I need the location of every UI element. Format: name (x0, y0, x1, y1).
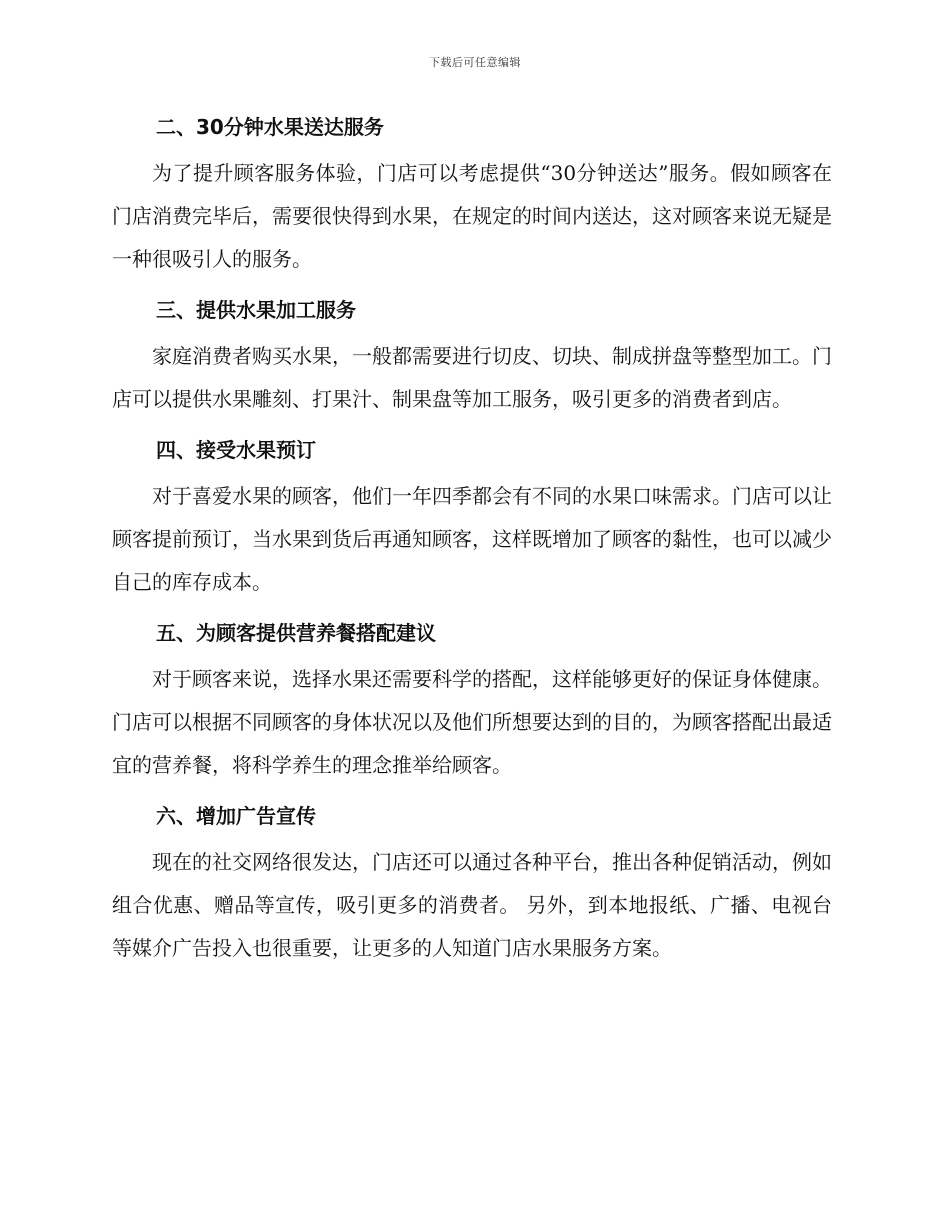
section-heading: 六、增加广告宣传 (156, 804, 316, 828)
section-heading: 二、30分钟水果送达服务 (156, 115, 384, 139)
section-paragraph: 为了提升顾客服务体验，门店可以考虑提供“30分钟送达”服务。假如顾客在门店消费完毕后，需要很快得到水果，在规定的时间内送达，这对顾客来说无疑是一种很吸引人的服务。 (112, 161, 832, 271)
section-fruit-preorder (112, 433, 832, 604)
page-header: 下载后可任意编辑 (429, 56, 521, 69)
document-body (112, 110, 832, 982)
section-heading: 三、提供水果加工服务 (156, 298, 356, 322)
section-advertising (112, 799, 832, 970)
section-heading: 五、为顾客提供营养餐搭配建议 (156, 621, 436, 645)
section-fruit-processing (112, 293, 832, 421)
section-paragraph: 对于喜爱水果的顾客，他们一年四季都会有不同的水果口味需求。门店可以让顾客提前预订，当水果到货后再通知顾客，这样既增加了顾客的黏性，也可以减少自己的库存成本。 (112, 484, 832, 594)
section-30-minute-delivery (112, 110, 832, 281)
section-nutrition-advice (112, 616, 832, 787)
section-paragraph: 家庭消费者购买水果，一般都需要进行切皮、切块、制成拼盘等整型加工。门店可以提供水果雕刻、打果汁、制果盘等加工服务，吸引更多的消费者到店。 (112, 344, 832, 411)
section-heading: 四、接受水果预订 (156, 438, 316, 462)
section-paragraph: 对于顾客来说，选择水果还需要科学的搭配，这样能够更好的保证身体健康。门店可以根据不同顾客的身体状况以及他们所想要达到的目的，为顾客搭配出最适宜的营养餐，将科学养生的理念推举给顾客。 (112, 667, 832, 777)
section-paragraph: 现在的社交网络很发达，门店还可以通过各种平台，推出各种促销活动，例如组合优惠、赠品等宣传，吸引更多的消费者。 另外，到本地报纸、广播、电视台等媒介广告投入也很重要，让更多的人知道门店水果服务方案。 (112, 850, 832, 960)
